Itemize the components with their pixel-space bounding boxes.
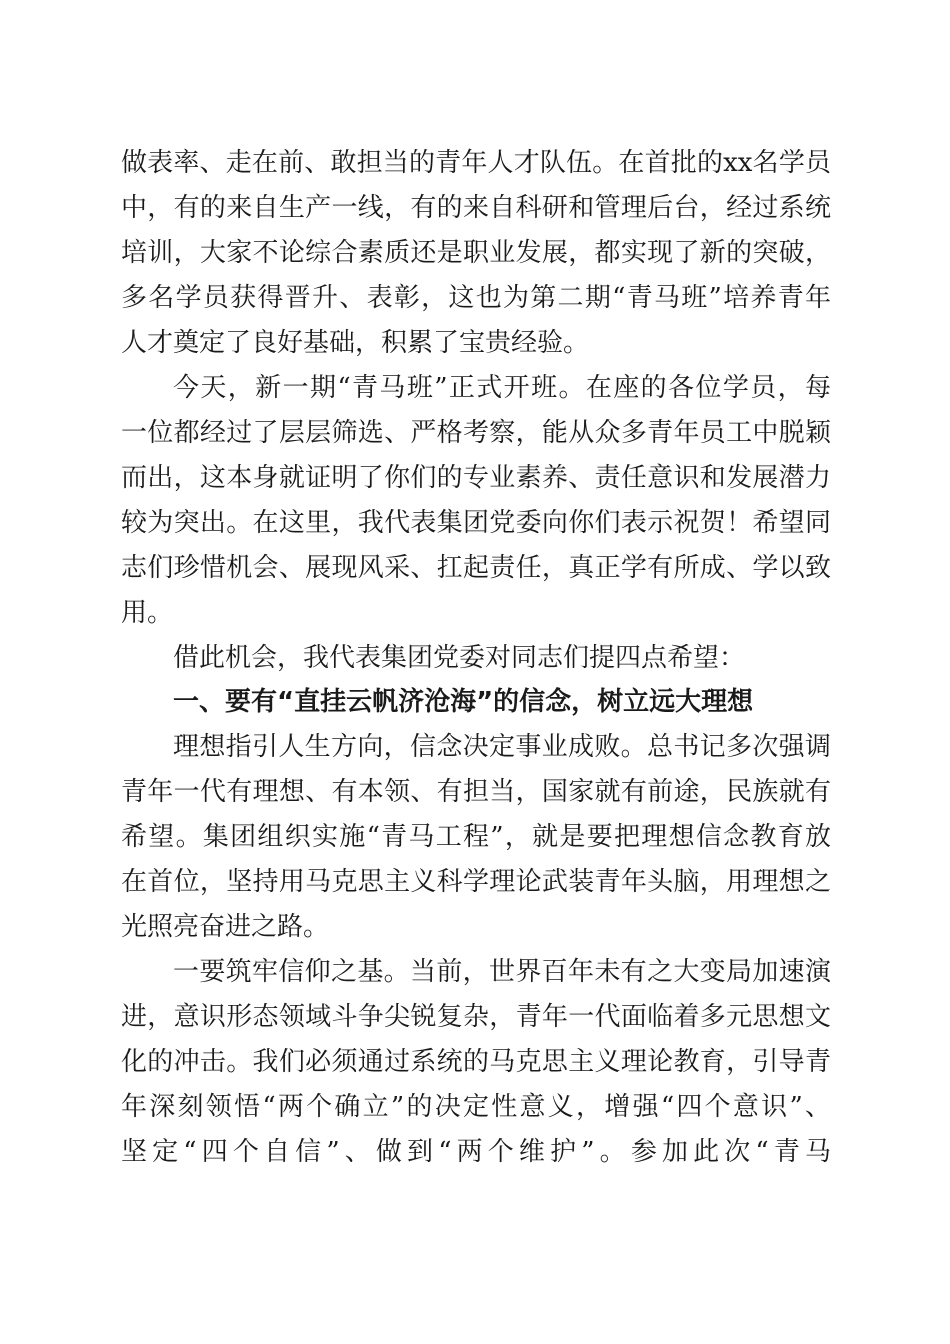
paragraph-start-line: 理想指引人生方向，信念决定事业成败。总书记多次强调 bbox=[173, 732, 831, 762]
text-line: 在首位，坚持用马克思主义科学理论武装青年头脑，用理想之 bbox=[121, 867, 831, 897]
text-line: 而出，这本身就证明了你们的专业素养、责任意识和发展潜力 bbox=[121, 463, 831, 493]
text-line: 人才奠定了良好基础，积累了宝贵经验。 bbox=[121, 328, 590, 358]
text-line: 中，有的来自生产一线，有的来自科研和管理后台，经过系统 bbox=[121, 193, 831, 223]
text-line: 多名学员获得晋升、表彰，这也为第二期“青马班”培养青年 bbox=[121, 283, 831, 313]
text-line: 较为突出。在这里，我代表集团党委向你们表示祝贺！希望同 bbox=[121, 508, 831, 538]
paragraph-start-line: 一要筑牢信仰之基。当前，世界百年未有之大变局加速演 bbox=[173, 957, 831, 987]
paragraph-start-line: 今天，新一期“青马班”正式开班。在座的各位学员，每 bbox=[173, 373, 831, 403]
text-line: 培训，大家不论综合素质还是职业发展，都实现了新的突破， bbox=[121, 238, 831, 268]
section-heading: 一、要有“直挂云帆济沧海”的信念，树立远大理想 bbox=[173, 687, 754, 717]
text-line: 做表率、走在前、敢担当的青年人才队伍。在首批的xx名学员 bbox=[121, 148, 831, 178]
text-line: 进，意识形态领域斗争尖锐复杂，青年一代面临着多元思想文 bbox=[121, 1002, 831, 1032]
text-line: 青年一代有理想、有本领、有担当，国家就有前途，民族就有 bbox=[121, 777, 831, 807]
text-line: 用。 bbox=[121, 598, 174, 628]
text-line: 一位都经过了层层筛选、严格考察，能从众多青年员工中脱颖 bbox=[121, 418, 831, 448]
text-line: 志们珍惜机会、展现风采、扛起责任，真正学有所成、学以致 bbox=[121, 553, 831, 583]
text-line: 希望。集团组织实施“青马工程”，就是要把理想信念教育放 bbox=[121, 822, 831, 852]
text-line: 化的冲击。我们必须通过系统的马克思主义理论教育，引导青 bbox=[121, 1047, 831, 1077]
text-line: 光照亮奋进之路。 bbox=[121, 912, 330, 942]
text-line: 年深刻领悟“两个确立”的决定性意义，增强“四个意识”、 bbox=[121, 1092, 831, 1122]
paragraph-start-line: 借此机会，我代表集团党委对同志们提四点希望： bbox=[173, 643, 746, 673]
text-line: 坚定“四个自信”、做到“两个维护”。参加此次“青马 bbox=[121, 1137, 831, 1167]
